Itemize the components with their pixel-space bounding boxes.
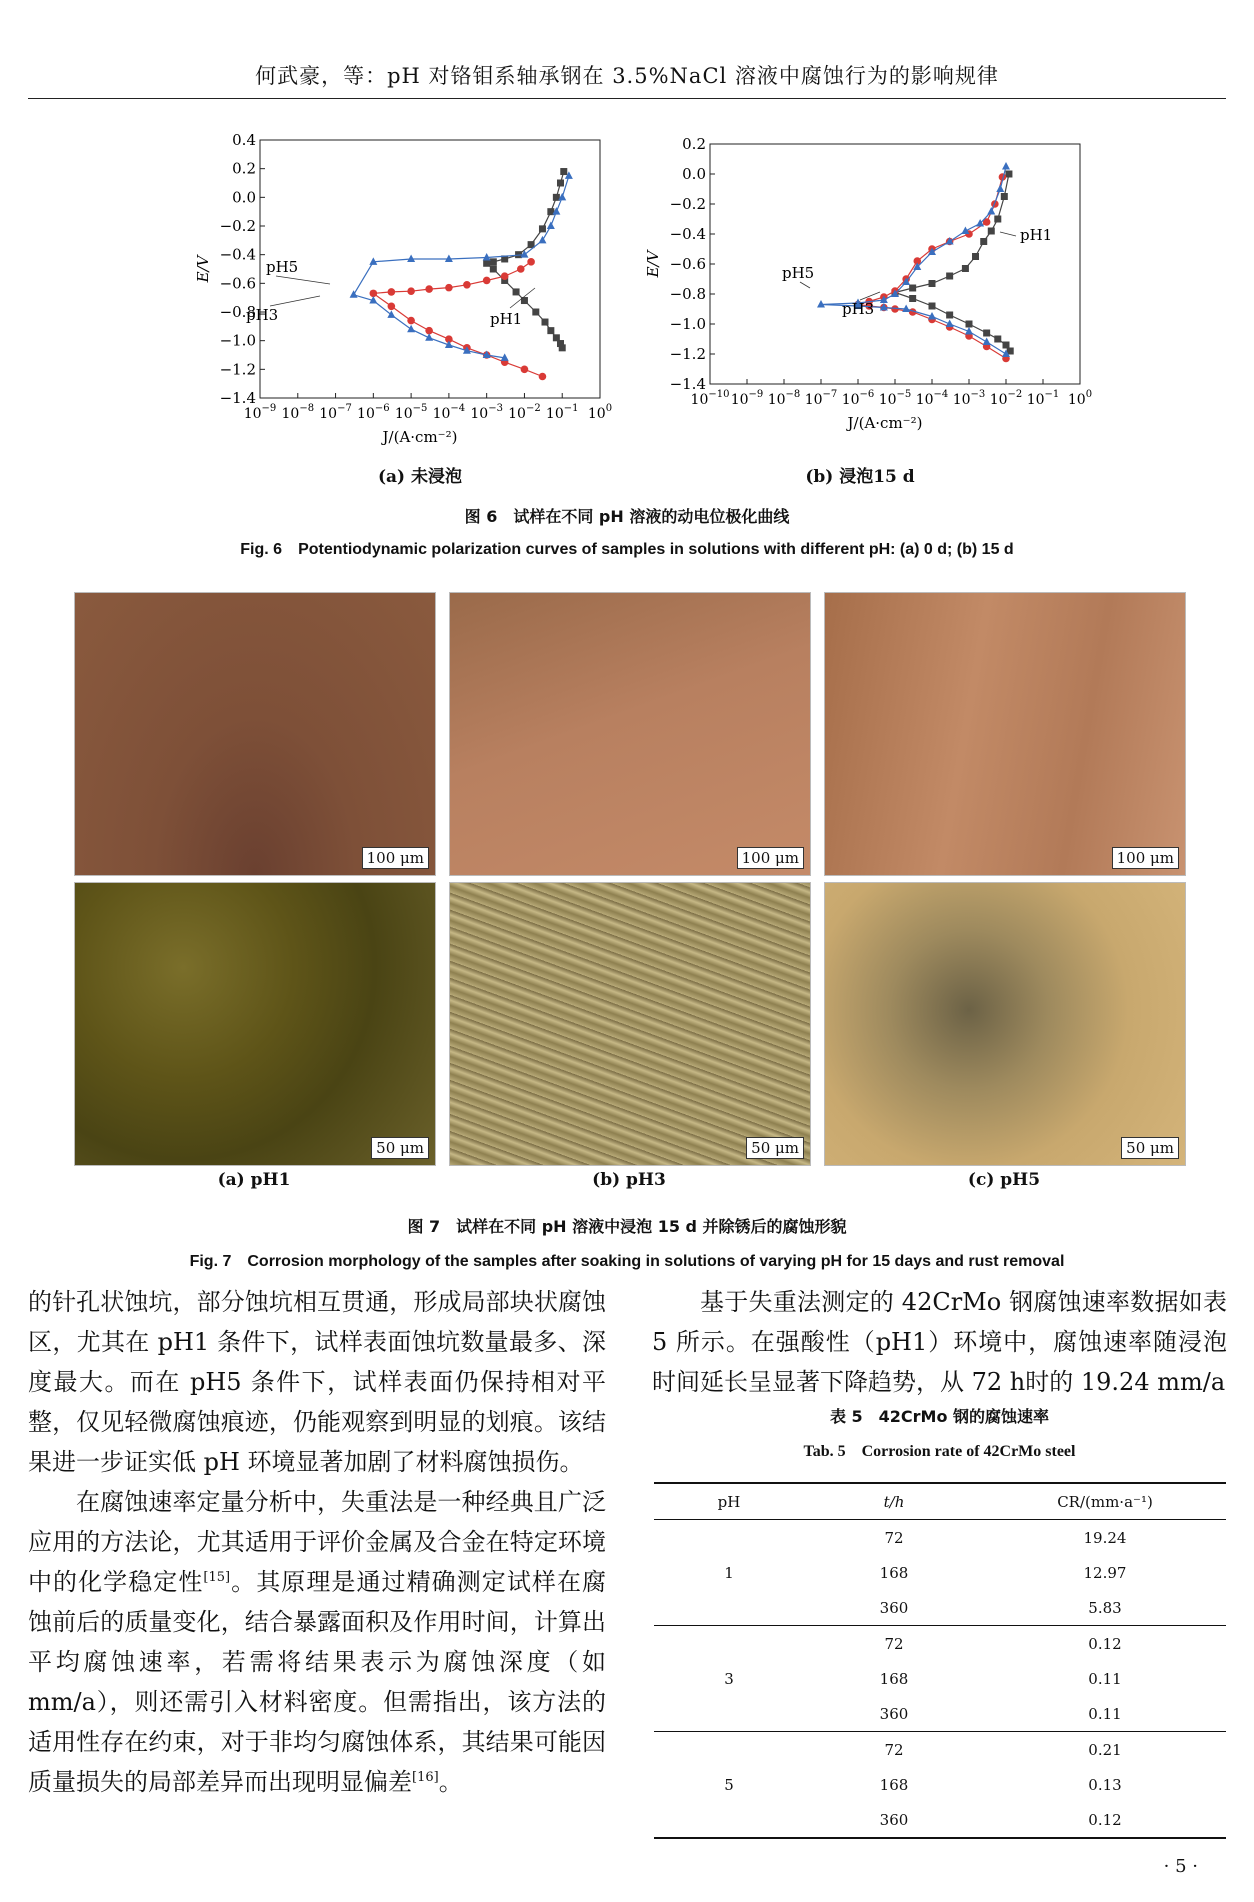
fig7-label-a: (a) pH1 xyxy=(217,1170,291,1190)
fig6-caption-en: Fig. 6 Potentiodynamic polarization curves of samples in solutions with different pH: (a) 0 d; (b) 15 d xyxy=(240,541,1014,558)
plot-frame xyxy=(710,144,1080,384)
x-tick-label: $10^{-4}$ xyxy=(915,389,949,408)
x-tick-label: $10^{-6}$ xyxy=(357,403,390,422)
data-point-triangle xyxy=(407,325,415,333)
micrograph-c-bottom xyxy=(824,882,1186,1166)
paragraph-2-part-b: 。其原理是通过精确测定试样在腐蚀前后的质量变化，结合暴露面积及作用时间，计算出平均腐蚀速率，若需将结果表示为腐蚀深度（如 mm/a），则还需引入材料密度。但需指出，该方法的适用性存在约束，对于非均匀腐蚀体系，其结果可能因质量损失的局部差异而出现明显偏差 xyxy=(28,1568,607,1796)
data-point-triangle xyxy=(817,300,825,308)
table5-ph-1: 1 xyxy=(724,1563,734,1582)
y-tick-label: −0.8 xyxy=(219,303,256,321)
polarization-chart-b xyxy=(630,128,1100,458)
data-point-circle xyxy=(407,287,415,295)
scalebar-a-top: 100 μm xyxy=(362,847,429,869)
y-axis-label: E/V xyxy=(644,250,662,278)
table5-title-cn: 表 5 42CrMo 钢的腐蚀速率 xyxy=(829,1407,1050,1426)
data-point-square xyxy=(929,303,936,310)
data-point-square xyxy=(909,285,916,292)
table-cell: 360 xyxy=(879,1810,909,1829)
y-tick-label: −0.4 xyxy=(219,245,256,264)
y-axis-label: E/V xyxy=(194,255,212,283)
fig6-panel-b-label: (b) 浸泡15 d xyxy=(805,467,915,487)
y-tick-label: −1.2 xyxy=(219,360,256,379)
x-tick-label: $10^{-1}$ xyxy=(1026,389,1060,408)
right-column xyxy=(652,1282,1227,1402)
micrograph-a-top xyxy=(74,592,436,876)
micrograph-b-top xyxy=(449,592,811,876)
x-tick-label: $10^{-10}$ xyxy=(690,389,730,408)
data-point-square xyxy=(988,228,995,235)
y-tick-label: 0.0 xyxy=(682,165,706,183)
x-tick-label: $10^{-7}$ xyxy=(319,403,352,422)
curve-label: pH1 xyxy=(1020,226,1053,244)
data-point-triangle xyxy=(387,310,395,318)
table-cell: 168 xyxy=(879,1669,909,1688)
data-point-circle xyxy=(463,281,471,289)
data-point-circle xyxy=(425,327,433,335)
table-cell: 360 xyxy=(879,1704,909,1723)
leader-line xyxy=(800,282,810,288)
plot-frame xyxy=(260,140,600,398)
data-point-square xyxy=(980,238,987,245)
table5-title-en: Tab. 5 Corrosion rate of 42CrMo steel xyxy=(803,1443,1076,1460)
data-point-triangle xyxy=(983,338,991,346)
data-point-circle xyxy=(539,373,547,381)
x-tick-label: $10^{-5}$ xyxy=(878,389,912,408)
scalebar-a-bottom: 50 μm xyxy=(371,1137,429,1159)
table-cell: 0.11 xyxy=(1088,1704,1122,1723)
data-point-triangle xyxy=(445,254,453,262)
data-point-circle xyxy=(527,258,535,266)
paragraph-1: 的针孔状蚀坑，部分蚀坑相互贯通，形成局部块状腐蚀区，尤其在 pH1 条件下，试样表面蚀坑数量最多、深度最大。而在 pH5 条件下，试样表面仍保持相对平整，仅见轻微腐蚀痕迹，仍能观察到明显的划痕。该结果进一步证实低 pH 环境显著加剧了材料腐蚀损伤。 xyxy=(28,1288,606,1476)
table-cell: 72 xyxy=(884,1634,904,1653)
fig7-label-c: (c) pH5 xyxy=(967,1170,1041,1190)
data-point-square xyxy=(1003,342,1010,349)
table5-header-ph: pH xyxy=(717,1492,741,1511)
x-tick-label: $10^{-7}$ xyxy=(804,389,838,408)
micrograph-a-bottom xyxy=(74,882,436,1166)
y-tick-label: 0.4 xyxy=(232,131,256,149)
data-point-square xyxy=(559,344,566,351)
curve-label: pH3 xyxy=(842,300,875,318)
table-cell: 0.21 xyxy=(1088,1740,1122,1759)
leader-line xyxy=(270,296,320,306)
leader-line xyxy=(1000,232,1016,236)
data-point-square xyxy=(539,225,546,232)
table-cell: 72 xyxy=(884,1740,904,1759)
micrograph-c-top xyxy=(824,592,1186,876)
data-point-circle xyxy=(521,366,529,374)
data-point-square xyxy=(966,321,973,328)
page-number: · 5 · xyxy=(1163,1856,1198,1877)
table-cell: 360 xyxy=(879,1598,909,1617)
paragraph-2-part-a: 在腐蚀速率定量分析中，失重法是一种经典且广泛应用的方法论，尤其适用于评价金属及合金在特定环境中的化学稳定性 xyxy=(28,1488,606,1596)
curve-label: pH3 xyxy=(246,306,279,324)
table5-ph-3: 3 xyxy=(724,1669,734,1688)
citation-15: [15] xyxy=(203,1570,231,1585)
table-cell: 72 xyxy=(884,1528,904,1547)
data-point-circle xyxy=(370,290,378,298)
data-point-square xyxy=(946,312,953,319)
table-cell: 0.12 xyxy=(1088,1810,1122,1829)
data-point-circle xyxy=(407,317,415,325)
y-tick-label: −1.0 xyxy=(669,315,706,333)
data-point-circle xyxy=(388,302,396,310)
y-tick-label: −0.6 xyxy=(219,274,256,293)
y-tick-label: 0.2 xyxy=(232,159,256,178)
y-tick-label: 0.0 xyxy=(232,188,256,207)
scalebar-b-bottom: 50 μm xyxy=(746,1137,804,1159)
x-tick-label: $10^{-9}$ xyxy=(243,403,277,422)
y-tick-label: −1.0 xyxy=(219,331,256,350)
data-point-square xyxy=(946,273,953,280)
data-point-square xyxy=(532,309,539,316)
paragraph-2-part-c: 。 xyxy=(438,1768,463,1796)
x-tick-label: $10^{-3}$ xyxy=(470,403,503,422)
x-tick-label: $10^{-2}$ xyxy=(508,403,541,422)
polarization-chart-a xyxy=(180,128,620,458)
table-row xyxy=(654,1626,1226,1662)
scalebar-c-bottom: 50 μm xyxy=(1121,1137,1179,1159)
data-point-triangle xyxy=(961,227,969,235)
fig6-caption-cn: 图 6 试样在不同 pH 溶液的动电位极化曲线 xyxy=(464,507,790,526)
data-point-triangle xyxy=(987,207,995,215)
header-rule xyxy=(28,98,1226,99)
data-point-square xyxy=(1005,171,1012,178)
series-line-ph1 xyxy=(895,174,1010,351)
right-paragraph-1: 基于失重法测定的 42CrMo 钢腐蚀速率数据如表 5 所示。在强酸性（pH1）环境中，腐蚀速率随浸泡时间延长呈显著下降趋势，从 72 h时的 19.24 mm/a xyxy=(652,1288,1227,1396)
table-cell: 168 xyxy=(879,1563,909,1582)
fig6-panel-a-label: (a) 未浸泡 xyxy=(377,467,463,487)
data-point-square xyxy=(909,295,916,302)
x-tick-label: $10^{-8}$ xyxy=(281,403,315,422)
table-cell: 5.83 xyxy=(1088,1598,1122,1617)
data-point-triangle xyxy=(996,185,1004,193)
table5-header-t: t/h xyxy=(883,1492,905,1511)
x-tick-label: $10^{-3}$ xyxy=(952,389,986,408)
table5-header-row xyxy=(654,1483,1226,1520)
x-tick-label: $10^{-5}$ xyxy=(394,403,428,422)
data-point-square xyxy=(1001,193,1008,200)
y-tick-label: −1.4 xyxy=(219,389,256,407)
data-point-square xyxy=(994,336,1001,343)
leader-line xyxy=(276,276,330,284)
citation-16: [16] xyxy=(412,1770,439,1785)
data-point-square xyxy=(483,260,490,267)
table-cell: 12.97 xyxy=(1083,1563,1127,1582)
data-point-square xyxy=(994,216,1001,223)
data-point-square xyxy=(557,180,564,187)
data-point-square xyxy=(490,258,497,265)
data-point-square xyxy=(929,280,936,287)
data-point-square xyxy=(547,327,554,334)
data-point-circle xyxy=(445,284,453,292)
table5-ph-5: 5 xyxy=(724,1775,734,1794)
table-cell: 0.12 xyxy=(1088,1634,1122,1653)
table-row xyxy=(654,1520,1226,1556)
data-point-circle xyxy=(425,285,433,293)
x-tick-label: $10^{-2}$ xyxy=(989,389,1023,408)
data-point-triangle xyxy=(407,254,415,262)
x-tick-label: $10^{-8}$ xyxy=(767,389,801,408)
y-tick-label: −1.2 xyxy=(669,345,706,363)
y-tick-label: −0.2 xyxy=(669,195,706,213)
table5 xyxy=(654,1482,1226,1839)
y-tick-label: −0.8 xyxy=(669,285,706,303)
curve-label: pH5 xyxy=(266,258,299,276)
data-point-square xyxy=(972,253,979,260)
fig7-caption-en: Fig. 7 Corrosion morphology of the samples after soaking in solutions of varying pH for 15 days and rust removal xyxy=(189,1253,1065,1270)
table-cell: 0.13 xyxy=(1088,1775,1122,1794)
y-tick-label: −0.2 xyxy=(219,217,256,235)
curve-label: pH1 xyxy=(490,310,523,328)
data-point-triangle xyxy=(1002,162,1010,170)
data-point-square xyxy=(513,288,520,295)
data-point-triangle xyxy=(350,290,358,298)
fig7-caption-cn: 图 7 试样在不同 pH 溶液中浸泡 15 d 并除锈后的腐蚀形貌 xyxy=(407,1217,847,1236)
table5-header-cr: CR/(mm·a⁻¹) xyxy=(1057,1492,1153,1511)
scalebar-b-top: 100 μm xyxy=(737,847,804,869)
table-cell: 0.11 xyxy=(1088,1669,1122,1688)
fig7-label-b: (b) pH3 xyxy=(592,1170,666,1190)
table-cell: 168 xyxy=(879,1775,909,1794)
data-point-triangle xyxy=(547,222,555,230)
y-tick-label: 0.2 xyxy=(682,135,706,153)
data-point-square xyxy=(983,330,990,337)
x-axis-label: J/(A·cm⁻²) xyxy=(847,414,923,432)
left-column xyxy=(28,1282,606,1802)
x-tick-label: $10^0$ xyxy=(1067,389,1093,408)
series-line-ph5 xyxy=(354,176,569,358)
x-tick-label: $10^{-6}$ xyxy=(841,389,875,408)
data-point-square xyxy=(560,168,567,175)
scalebar-c-top: 100 μm xyxy=(1112,847,1179,869)
x-tick-label: $10^{-9}$ xyxy=(730,389,764,408)
curve-label: pH5 xyxy=(782,264,815,282)
x-tick-label: $10^{-1}$ xyxy=(545,403,579,422)
data-point-triangle xyxy=(538,236,546,244)
data-point-square xyxy=(490,266,497,273)
data-point-square xyxy=(962,265,969,272)
data-point-circle xyxy=(501,272,509,280)
table-row xyxy=(654,1732,1226,1768)
x-tick-label: $10^{-4}$ xyxy=(432,403,466,422)
data-point-circle xyxy=(483,277,491,285)
y-tick-label: −0.6 xyxy=(669,255,706,273)
y-tick-label: −1.4 xyxy=(669,375,706,393)
x-axis-label: J/(A·cm⁻²) xyxy=(382,428,458,446)
running-header: 何武豪，等：pH 对铬钼系轴承钢在 3.5%NaCl 溶液中腐蚀行为的影响规律 xyxy=(255,64,999,88)
series-line-ph5 xyxy=(821,167,1006,355)
data-point-circle xyxy=(388,288,396,296)
micrograph-b-bottom xyxy=(449,882,811,1166)
x-tick-label: $10^0$ xyxy=(587,403,613,422)
paragraph-2 xyxy=(28,1482,606,1802)
table-cell: 19.24 xyxy=(1083,1528,1127,1547)
data-point-square xyxy=(541,319,548,326)
data-point-circle xyxy=(517,265,525,273)
y-tick-label: −0.4 xyxy=(669,225,706,243)
